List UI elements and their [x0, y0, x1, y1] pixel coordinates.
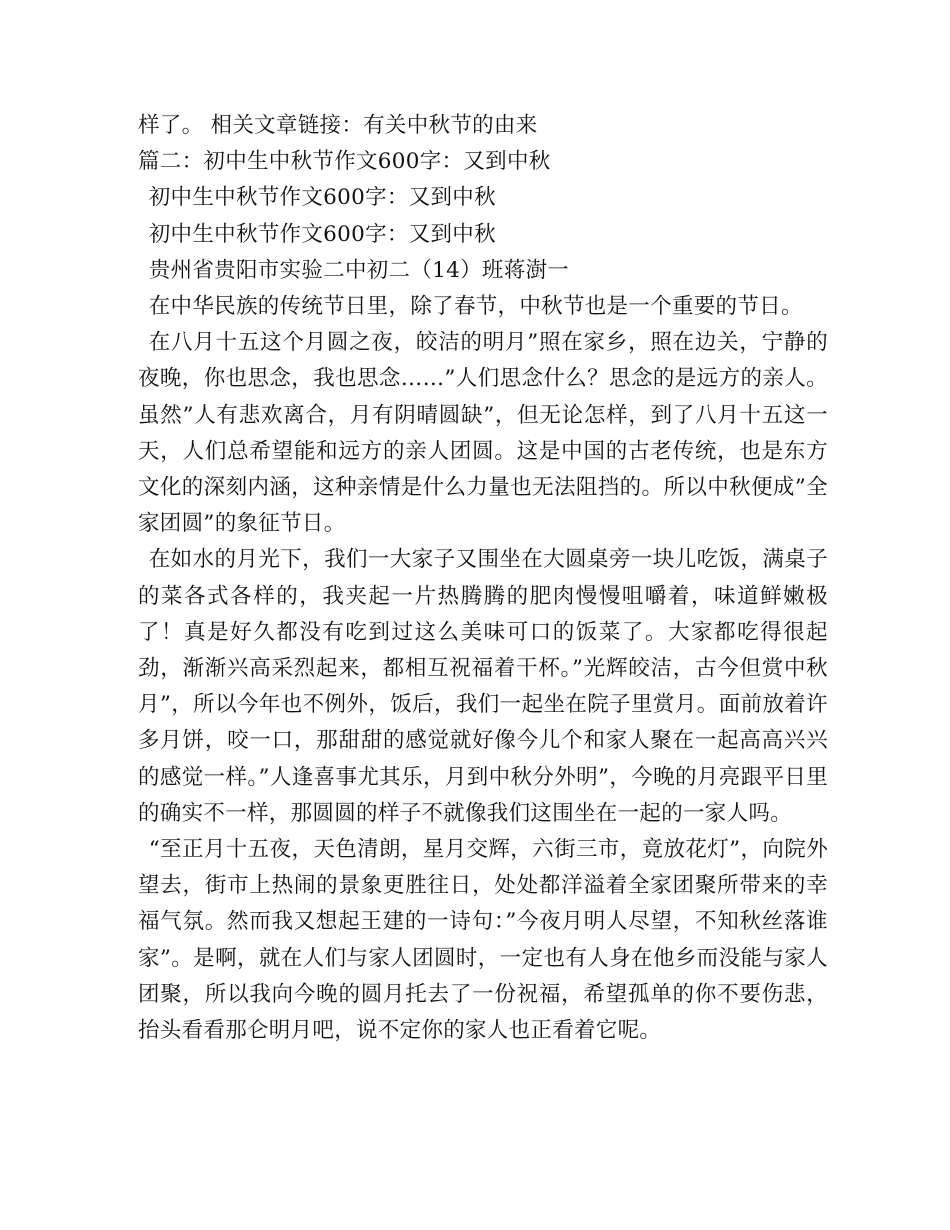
paragraph: “至正月十五夜，天色清朗，星月交辉，六街三市，竟放花灯”，向院外望去，街市上热闹的景象更胜往日，处处都洋溢着全家团聚所带来的幸福气氛。然而我又想起王建的一诗句：”今夜月明人尽望，不知秋丝落谁家”。是啊，就在人们与家人团圆时，一定也有人身在他乡而没能与家人团聚，所以我向今晚的圆月托去了一份祝福，希望孤单的你不要伤悲，抬头看看那仑明月吧，说不定你的家人也正看着它呢。	[138, 837, 828, 1044]
article-heading: 篇二：初中生中秋节作文600字：又到中秋	[138, 149, 551, 175]
paragraph: 在八月十五这个月圆之夜，皎洁的明月”照在家乡，照在边关，宁静的夜晚，你也思念，我也思念……”人们思念什么？思念的是远方的亲人。虽然”人有悲欢离合，月有阴晴圆缺”，但无论怎样，到了八月十五这一天，人们总希望能和远方的亲人团圆。这是中国的古老传统，也是东方文化的深刻内涵，这种亲情是什么力量也无法阻挡的。所以中秋便成”全家团圆”的象征节日。	[138, 330, 828, 537]
author-line: 贵州省贵阳市实验二中初二（14）班蒋澍一	[148, 257, 570, 283]
article-title-repeat: 初中生中秋节作文600字：又到中秋	[148, 221, 496, 247]
paragraph: 在如水的月光下，我们一大家子又围坐在大圆桌旁一块儿吃饭，满桌子的菜各式各样的，我夹起一片热腾腾的肥肉慢慢咀嚼着，味道鲜嫩极了！真是好久都没有吃到过这么美味可口的饭菜了。大家都吃得很起劲，渐渐兴高采烈起来，都相互祝福着干杯。”光辉皎洁，古今但赏中秋月”，所以今年也不例外，饭后，我们一起坐在院子里赏月。面前放着许多月饼，咬一口，那甜甜的感觉就好像今儿个和家人聚在一起高高兴兴的感觉一样。”人逢喜事尤其乐，月到中秋分外明”，今晚的月亮跟平日里的确实不一样，那圆圆的样子不就像我们这围坐在一起的一家人吗。	[138, 547, 828, 826]
paragraph: 在中华民族的传统节日里，除了春节，中秋节也是一个重要的节日。	[148, 294, 803, 320]
continuation-line: 样了。 相关文章链接：有关中秋节的由来	[138, 113, 538, 138]
article-title-repeat: 初中生中秋节作文600字：又到中秋	[148, 185, 496, 211]
document-page	[138, 108, 828, 1049]
